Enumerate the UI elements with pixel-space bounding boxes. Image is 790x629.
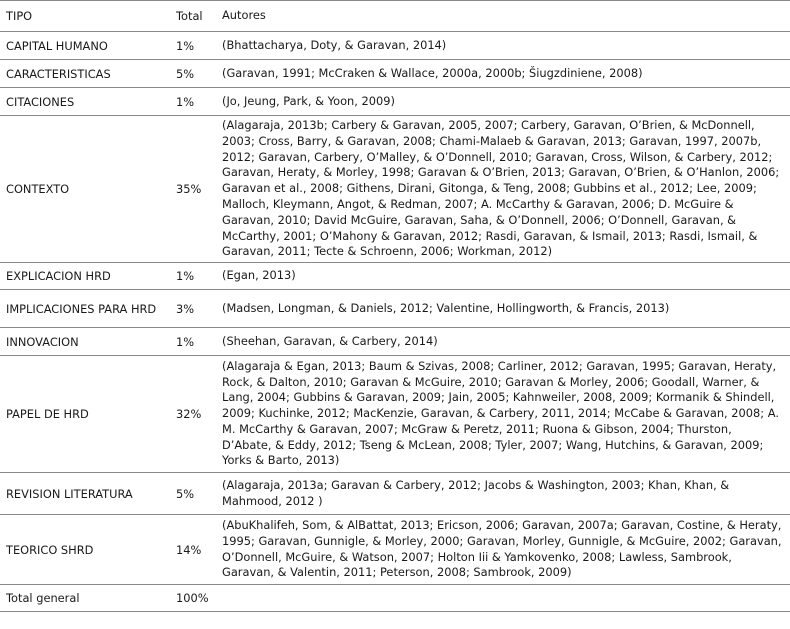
total-label: Total general — [6, 591, 80, 605]
row-tipo: EXPLICACION HRD — [6, 269, 111, 283]
table-row — [0, 116, 790, 263]
table-row — [0, 263, 790, 290]
row-total: 1% — [176, 269, 195, 283]
header-tipo: TIPO — [6, 9, 33, 23]
row-autores: (Bhattacharya, Doty, & Garavan, 2014) — [222, 37, 447, 52]
row-tipo: PAPEL DE HRD — [6, 407, 89, 421]
row-autores: (Madsen, Longman, & Daniels, 2012; Valentine, Hollingworth, & Francis, 2013) — [222, 300, 670, 315]
row-autores: (AbuKhalifeh, Som, & AlBattat, 2013; Ericson, 2006; Garavan, 2007a; Garavan, Costine, & Heraty, 1995; Garavan, Gunnigle, & Morley, 2000; Garavan, Morley, Gunnigle, & McGuire, 2002; Garavan, O’Donnell, McGuire, & Watson, 2007; Holton Iii & Yamkovenko, 2008; Lawless, Sambrook, Garavan, & Valentin, 2011; Peterson, 2008; Sambrook, 2009) — [222, 517, 782, 580]
row-tipo: CARACTERISTICAS — [6, 66, 111, 81]
row-total: 1% — [176, 334, 195, 349]
table-header — [0, 0, 790, 32]
row-tipo: CITACIONES — [6, 94, 75, 109]
row-autores: (Alagaraja, 2013b; Carbery & Garavan, 2005, 2007; Carbery, Garavan, O’Brien, & McDonnell, 2003; Cross, Barry, & Garavan, 2008; Chami-Malaeb & Garavan, 2013; Garavan, 1997, 2007b, 2012; Garavan, Carbery, O’Malley, & O’Donnell, 2010; Garavan, Cross, Wilson, & Carbery, 2012; Garavan, Heraty, & Morley, 1998; Garavan & O’Brien, 2013; Garavan, O’Brien, & O’Hanlon, 2006; Garavan et al., 2008; Githens, Dirani, Gitonga, & Teng, 2008; Gubbins et al., 2012; Lee, 2009; Malloch, Kleymann, Angot, & Redman, 2007; A. McCarthy & Garavan, 2006; D. McGuire & Garavan, 2010; David McGuire, Garavan, Saha, & O’Donnell, 2006; O’Donnell, Garavan, & McCarthy, 2001; O’Mahony & Garavan, 2012; Rasdi, Garavan, & Ismail, 2013; Rasdi, Ismail, & Garavan, 2011; Tecte & Schroenn, 2006; Workman, 2012) — [222, 117, 780, 259]
table-row — [0, 290, 790, 328]
row-autores: (Alagaraja & Egan, 2013; Baum & Szivas, 2008; Carliner, 2012; Garavan, 1995; Garavan, Heraty, Rock, & Dalton, 2010; Garavan & McGuire, 2010; Garavan & Morley, 2006; Goodall, Warner, & Lang, 2004; Gubbins & Garavan, 2009; Jain, 2005; Kahnweiler, 2008, 2009; Kormanik & Shindell, 2009; Kuchinke, 2012; MacKenzie, Garavan, & Carbery, 2011, 2014; McCabe & Garavan, 2008; A. M. McCarthy & Garavan, 2007; McGraw & Peretz, 2011; Ruona & Gibson, 2004; Thurston, D’Abate, & Eddy, 2012; Tseng & McLean, 2008; Tyler, 2007; Wang, Hutchins, & Garavan, 2009; Yorks & Barto, 2013) — [222, 358, 779, 468]
row-total: 32% — [176, 407, 202, 421]
row-tipo: CAPITAL HUMANO — [6, 38, 108, 53]
table-row — [0, 32, 790, 60]
row-total: 14% — [176, 542, 202, 557]
table-row — [0, 515, 790, 585]
row-total: 5% — [176, 486, 195, 501]
table-row — [0, 356, 790, 473]
row-total: 3% — [176, 301, 195, 316]
table-row — [0, 60, 790, 88]
table-row — [0, 473, 790, 515]
row-total: 5% — [176, 66, 195, 81]
row-autores: (Egan, 2013) — [222, 268, 296, 283]
row-autores: (Alagaraja, 2013a; Garavan & Carbery, 2012; Jacobs & Washington, 2003; Khan, Khan, & Mahmood, 2012 ) — [222, 477, 730, 508]
row-tipo: INNOVACION — [6, 334, 79, 349]
table-row — [0, 88, 790, 116]
total-value: 100% — [176, 591, 209, 605]
row-tipo: REVISION LITERATURA — [6, 486, 133, 501]
row-total: 1% — [176, 94, 195, 109]
row-autores: (Garavan, 1991; McCraken & Wallace, 2000a, 2000b; Šiugzdiniene, 2008) — [222, 65, 643, 80]
row-total: 1% — [176, 38, 195, 53]
row-autores: (Jo, Jeung, Park, & Yoon, 2009) — [222, 93, 395, 108]
table-row — [0, 328, 790, 356]
row-autores: (Sheehan, Garavan, & Carbery, 2014) — [222, 333, 438, 348]
header-total: Total — [176, 9, 203, 23]
table-total-row — [0, 585, 790, 612]
row-total: 35% — [176, 182, 202, 196]
row-tipo: IMPLICACIONES PARA HRD — [6, 301, 157, 316]
row-tipo: TEORICO SHRD — [6, 542, 94, 557]
row-tipo: CONTEXTO — [6, 182, 70, 196]
header-autores: Autores — [222, 8, 266, 23]
